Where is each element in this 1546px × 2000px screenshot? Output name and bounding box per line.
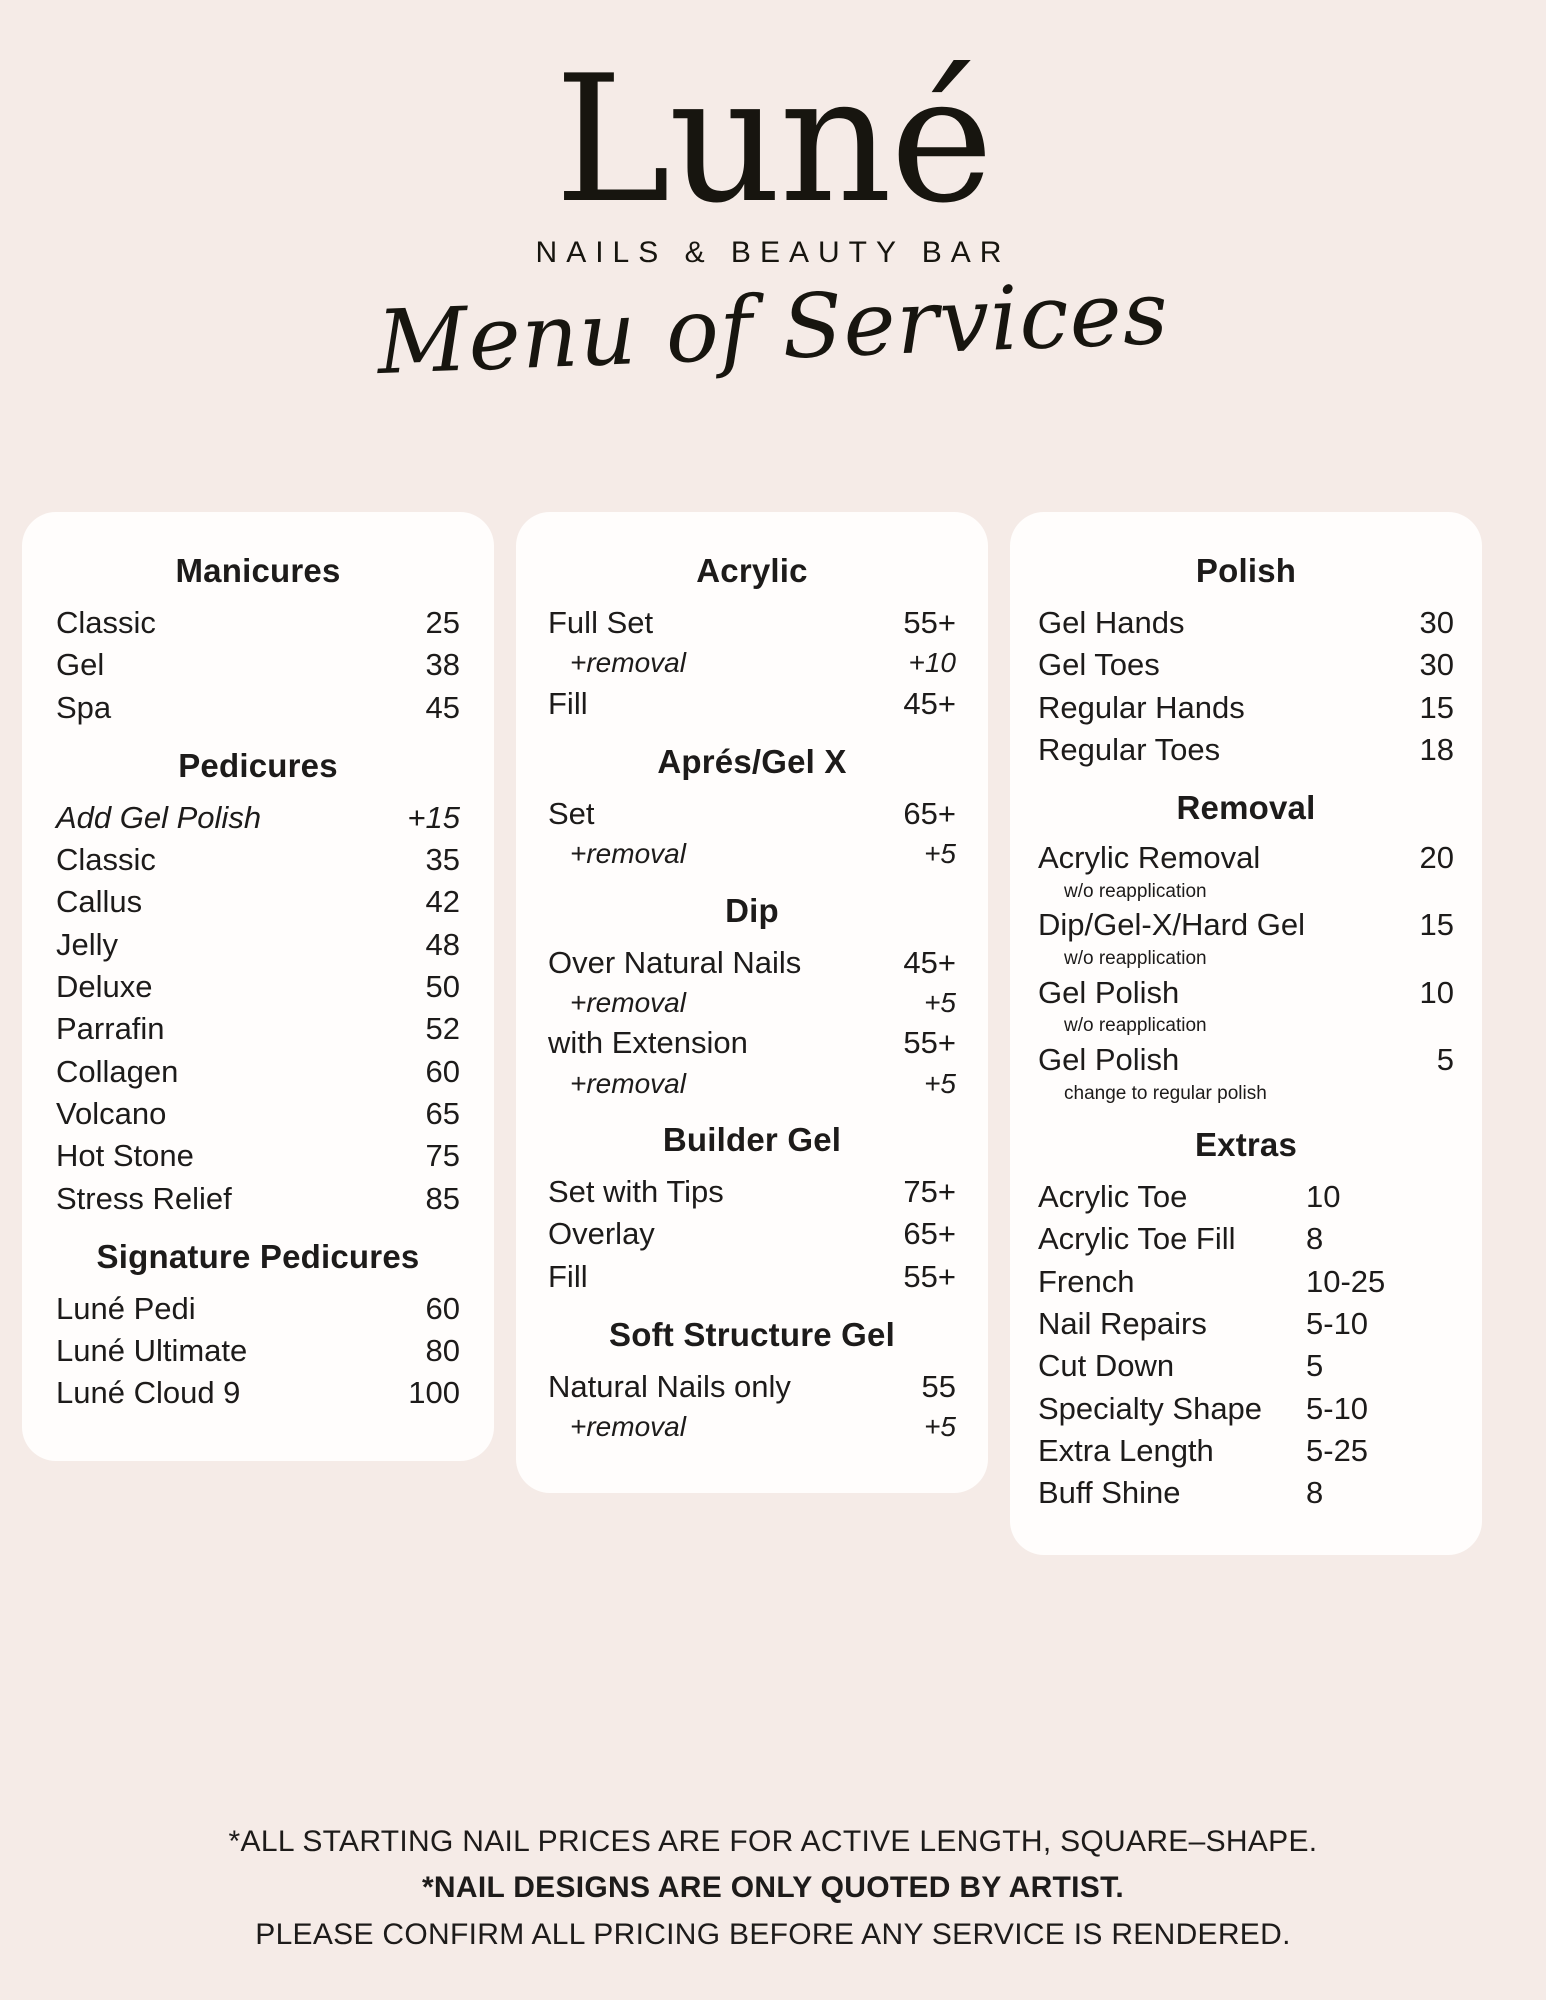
section-rows bbox=[56, 1288, 460, 1415]
section-title: Extras bbox=[1194, 1126, 1298, 1164]
menu-row-label: Jelly bbox=[56, 926, 119, 962]
menu-row-labelblock bbox=[1038, 839, 1392, 906]
brand-subtitle: NAILS & BEAUTY BAR bbox=[535, 236, 1011, 270]
menu-row-price: +5 bbox=[924, 1067, 956, 1099]
menu-row-price: 5 bbox=[1306, 1348, 1324, 1384]
section-rows bbox=[1038, 602, 1454, 771]
menu-row-price: 60 bbox=[425, 1053, 460, 1089]
footer-line-3: PLEASE CONFIRM ALL PRICING BEFORE ANY SERVICE IS RENDERED. bbox=[255, 1917, 1291, 1951]
menu-row-price: 30 bbox=[1419, 605, 1454, 640]
menu-row bbox=[1038, 1472, 1454, 1514]
menu-row-price: 5-10 bbox=[1306, 1390, 1369, 1426]
menu-row bbox=[56, 1288, 460, 1330]
menu-row-label: Buff Shine bbox=[1038, 1475, 1181, 1511]
section-title: Acrylic bbox=[696, 552, 808, 589]
menu-row bbox=[548, 835, 956, 873]
menu-row-label: Natural Nails only bbox=[548, 1368, 791, 1404]
menu-row bbox=[56, 1051, 460, 1093]
menu-row-price: +5 bbox=[924, 986, 956, 1018]
menu-row-price: 60 bbox=[425, 1290, 460, 1326]
section-rows bbox=[548, 1171, 956, 1298]
menu-row-label: Luné Pedi bbox=[56, 1290, 196, 1326]
menu-row-note: w/o reapplication bbox=[1064, 880, 1207, 902]
menu-row-price: 8 bbox=[1306, 1475, 1324, 1511]
menu-row bbox=[548, 602, 956, 644]
menu-row-label: +removal bbox=[570, 1411, 686, 1443]
menu-row-label: Fill bbox=[548, 685, 588, 721]
menu-row bbox=[548, 1408, 956, 1446]
menu-row-label: Extra Length bbox=[1038, 1432, 1214, 1468]
section-rows bbox=[548, 602, 956, 725]
menu-row bbox=[548, 942, 956, 984]
menu-row bbox=[1038, 602, 1454, 644]
menu-row bbox=[56, 687, 460, 729]
menu-row-label: Gel Polish bbox=[1038, 1041, 1180, 1077]
menu-row-price: 100 bbox=[408, 1375, 460, 1411]
menu-row-price: 85 bbox=[425, 1180, 460, 1216]
menu-row bbox=[1038, 687, 1454, 729]
header bbox=[0, 0, 1546, 395]
menu-row-label: Callus bbox=[56, 884, 143, 920]
menu-row-price: 65+ bbox=[903, 795, 956, 831]
menu-row bbox=[1038, 644, 1454, 686]
menu-row-price: 10 bbox=[1419, 974, 1454, 1010]
footer-line-2: *NAIL DESIGNS ARE ONLY QUOTED BY ARTIST. bbox=[421, 1871, 1125, 1904]
menu-script-title: Menu of Services bbox=[375, 261, 1171, 395]
menu-row bbox=[1038, 729, 1454, 771]
menu-row-label: Gel Hands bbox=[1038, 605, 1185, 640]
section-title: Soft Structure Gel bbox=[609, 1315, 895, 1353]
menu-row-price: 8 bbox=[1306, 1221, 1324, 1257]
menu-column-2 bbox=[516, 512, 988, 1493]
menu-row-label: Spa bbox=[56, 689, 112, 725]
menu-row-price: 18 bbox=[1419, 731, 1454, 767]
menu-row bbox=[56, 644, 460, 686]
menu-row-label: Parrafin bbox=[56, 1011, 165, 1047]
menu-row-price: 55 bbox=[921, 1368, 956, 1404]
menu-row-price: +5 bbox=[924, 838, 956, 870]
menu-row-label: Gel Toes bbox=[1038, 647, 1160, 683]
menu-row bbox=[56, 1178, 460, 1220]
section-rows bbox=[1038, 839, 1454, 1108]
menu-row-labelblock bbox=[1038, 974, 1392, 1041]
section-title: Dip bbox=[725, 891, 779, 929]
menu-row-label: +removal bbox=[570, 647, 686, 679]
menu-row-note: w/o reapplication bbox=[1064, 1015, 1207, 1037]
section-title: Aprés/Gel X bbox=[657, 742, 847, 780]
menu-row-label: +removal bbox=[570, 838, 686, 870]
menu-row-label: Regular Hands bbox=[1038, 689, 1245, 725]
menu-row bbox=[1038, 1430, 1454, 1472]
menu-row-label: French bbox=[1038, 1263, 1135, 1299]
menu-row bbox=[548, 1022, 956, 1064]
menu-row-label: Volcano bbox=[56, 1095, 167, 1131]
menu-row bbox=[56, 1330, 460, 1372]
section-title: Removal bbox=[1176, 789, 1316, 827]
menu-row-price: 42 bbox=[425, 884, 460, 920]
menu-row-price: 35 bbox=[425, 842, 460, 878]
menu-row-price: 48 bbox=[425, 926, 460, 962]
menu-row-label: Overlay bbox=[548, 1216, 655, 1252]
menu-row bbox=[548, 1171, 956, 1213]
menu-row-label: Regular Toes bbox=[1038, 731, 1221, 767]
section-title: Builder Gel bbox=[662, 1121, 842, 1159]
menu-row-label: Acrylic Toe Fill bbox=[1038, 1221, 1236, 1257]
menu-row bbox=[1038, 906, 1454, 973]
menu-row-label: Classic bbox=[56, 842, 156, 878]
menu-row-label: Dip/Gel-X/Hard Gel bbox=[1038, 907, 1306, 943]
menu-row-price: 38 bbox=[425, 647, 460, 683]
menu-row-price: 75+ bbox=[903, 1174, 956, 1210]
brand-title: Luné bbox=[554, 39, 992, 242]
menu-column-1 bbox=[22, 512, 494, 1461]
menu-row bbox=[548, 1213, 956, 1255]
menu-row-label: Luné Cloud 9 bbox=[56, 1375, 241, 1411]
menu-row-label: Classic bbox=[56, 605, 156, 640]
menu-row bbox=[56, 602, 460, 644]
menu-row-label: Acrylic Removal bbox=[1038, 840, 1261, 876]
menu-row-price: 52 bbox=[425, 1011, 460, 1047]
menu-row-label: with Extension bbox=[548, 1025, 748, 1061]
section-rows bbox=[548, 942, 956, 1103]
section-title: Manicures bbox=[175, 552, 341, 589]
menu-row bbox=[56, 1135, 460, 1177]
menu-row bbox=[548, 793, 956, 835]
menu-row-price: 25 bbox=[425, 605, 460, 640]
menu-row bbox=[1038, 974, 1454, 1041]
menu-row bbox=[56, 1093, 460, 1135]
menu-row-label: Cut Down bbox=[1038, 1348, 1175, 1384]
menu-row-label: Set with Tips bbox=[548, 1174, 724, 1210]
menu-row bbox=[56, 881, 460, 923]
menu-row-price: +5 bbox=[924, 1411, 956, 1443]
menu-row-price: 50 bbox=[425, 969, 460, 1005]
menu-row bbox=[56, 1008, 460, 1050]
menu-row-price: 65 bbox=[425, 1095, 460, 1131]
menu-row-price: 10-25 bbox=[1306, 1263, 1386, 1299]
menu-row bbox=[1038, 1218, 1454, 1260]
menu-row bbox=[548, 1065, 956, 1103]
menu-row-price: 10 bbox=[1306, 1179, 1341, 1215]
menu-column-3 bbox=[1010, 512, 1482, 1555]
menu-row bbox=[56, 924, 460, 966]
menu-row-price: 80 bbox=[425, 1333, 460, 1369]
menu-row-label: Set bbox=[548, 795, 595, 831]
menu-row-label: Gel Polish bbox=[1038, 974, 1180, 1010]
menu-row bbox=[548, 1256, 956, 1298]
menu-row-price: 5 bbox=[1436, 1041, 1454, 1077]
menu-row-price: 15 bbox=[1419, 689, 1454, 725]
menu-row-label: Hot Stone bbox=[56, 1138, 194, 1174]
section-rows bbox=[548, 793, 956, 874]
menu-row-label: Full Set bbox=[548, 605, 654, 640]
menu-row-label: Luné Ultimate bbox=[56, 1333, 248, 1369]
menu-row bbox=[1038, 1345, 1454, 1387]
menu-row bbox=[1038, 1388, 1454, 1430]
menu-row-price: 45 bbox=[425, 689, 460, 725]
menu-row-label: +removal bbox=[570, 1067, 686, 1099]
menu-row-labelblock bbox=[1038, 906, 1392, 973]
menu-row-price: 65+ bbox=[903, 1216, 956, 1252]
menu-row-price: 5-10 bbox=[1306, 1306, 1369, 1342]
menu-row-label: Specialty Shape bbox=[1038, 1390, 1263, 1426]
menu-row-label: Add Gel Polish bbox=[56, 799, 262, 835]
menu-row bbox=[548, 683, 956, 725]
menu-row bbox=[56, 1372, 460, 1414]
menu-row-price: +15 bbox=[407, 799, 460, 835]
menu-row-price: 45+ bbox=[903, 685, 956, 721]
menu-row bbox=[56, 839, 460, 881]
menu-row-labelblock bbox=[1038, 1041, 1392, 1108]
menu-row-label: Nail Repairs bbox=[1038, 1306, 1207, 1342]
menu-row-label: +removal bbox=[570, 986, 686, 1018]
menu-row-price: 55+ bbox=[903, 605, 956, 640]
menu-row-price: 45+ bbox=[903, 944, 956, 980]
menu-row-label: Collagen bbox=[56, 1053, 179, 1089]
menu-row-label: Deluxe bbox=[56, 969, 153, 1005]
menu-row bbox=[1038, 1176, 1454, 1218]
footer-notes bbox=[0, 1819, 1546, 1959]
menu-row-label: Fill bbox=[548, 1258, 588, 1294]
menu-row bbox=[548, 1366, 956, 1408]
menu-row bbox=[1038, 1303, 1454, 1345]
menu-row bbox=[56, 966, 460, 1008]
menu-row bbox=[1038, 839, 1454, 906]
menu-row-note: w/o reapplication bbox=[1064, 948, 1207, 970]
menu-row-label: Acrylic Toe bbox=[1038, 1179, 1188, 1215]
menu-row-price: 55+ bbox=[903, 1025, 956, 1061]
menu-row-price: +10 bbox=[908, 647, 956, 679]
menu-columns bbox=[22, 512, 1524, 1555]
section-rows bbox=[56, 797, 460, 1220]
menu-row bbox=[548, 984, 956, 1022]
menu-row bbox=[548, 644, 956, 682]
menu-row-price: 55+ bbox=[903, 1258, 956, 1294]
menu-row-label: Gel bbox=[56, 647, 105, 683]
footer-line-1: *ALL STARTING NAIL PRICES ARE FOR ACTIVE LENGTH, SQUARE–SHAPE. bbox=[228, 1824, 1318, 1858]
section-title: Signature Pedicures bbox=[96, 1237, 420, 1275]
menu-row-price: 5-25 bbox=[1306, 1432, 1369, 1468]
menu-row-label: Stress Relief bbox=[56, 1180, 232, 1216]
section-rows bbox=[56, 602, 460, 729]
section-rows bbox=[548, 1366, 956, 1447]
section-title: Pedicures bbox=[178, 746, 338, 784]
menu-row-price: 75 bbox=[425, 1138, 460, 1174]
section-title: Polish bbox=[1195, 552, 1297, 589]
menu-row-price: 20 bbox=[1419, 840, 1454, 876]
menu-row-price: 15 bbox=[1419, 907, 1454, 943]
menu-row-price: 30 bbox=[1419, 647, 1454, 683]
menu-row bbox=[1038, 1261, 1454, 1303]
menu-row bbox=[1038, 1041, 1454, 1108]
menu-row-label: Over Natural Nails bbox=[548, 944, 802, 980]
menu-row bbox=[56, 797, 460, 839]
menu-row-note: change to regular polish bbox=[1064, 1082, 1267, 1104]
section-rows bbox=[1038, 1176, 1454, 1514]
